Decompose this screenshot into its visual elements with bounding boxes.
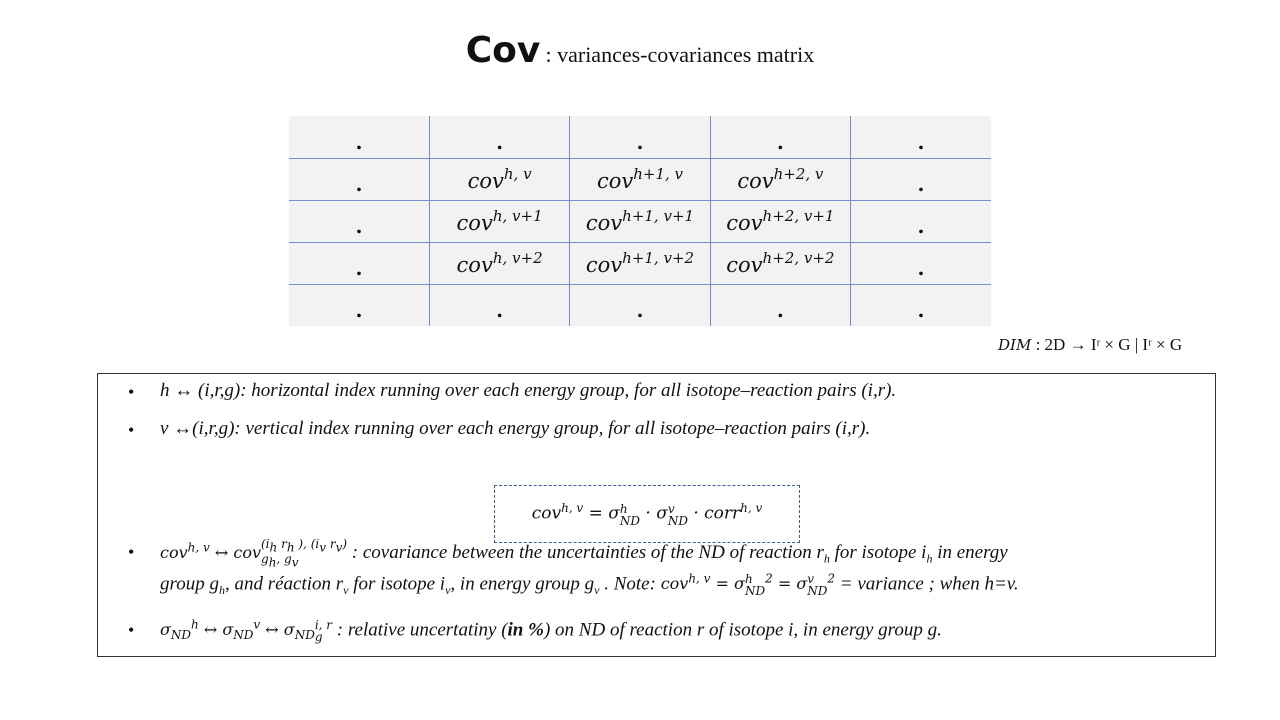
matrix-dot-cell: .: [851, 200, 991, 242]
matrix-cov-cell: cov$^{h+1, v}$: [570, 158, 710, 200]
in-percent: in %: [507, 619, 544, 641]
matrix-dot-cell: .: [289, 116, 429, 158]
bullet: •: [128, 382, 135, 402]
matrix-dot-cell: .: [710, 284, 850, 326]
matrix-dot-cell: .: [710, 116, 850, 158]
legend-sigma-definition: $\sigma_{ND}^h$ ↔ $\sigma_{ND}^v$ ↔ $\sigma_{ND}i$, r g : relative uncertatiny (in %) on ND of reaction r of isotope i, in energy group g.: [160, 617, 942, 644]
matrix-dot-cell: .: [570, 284, 710, 326]
matrix-dot-cell: .: [289, 284, 429, 326]
legend-h-definition: h ↔ (i,r,g): horizontal index running over each energy group, for all isotope–reaction pairs (i,r).: [160, 380, 897, 401]
page-title: [0, 30, 1280, 71]
matrix-row: [289, 200, 991, 242]
matrix-row: [289, 158, 991, 200]
matrix-cov-cell: cov$^{h+2, v+1}$: [710, 200, 850, 242]
matrix-cov-cell: cov$^{h, v+2}$: [429, 242, 569, 284]
matrix-dot-cell: .: [289, 158, 429, 200]
matrix-cov-cell: cov$^{h, v}$: [429, 158, 569, 200]
legend-cov-definition-line2: group $g_h$, and réaction $r_v$ for isotope $i_v$, in energy group $g_v$ . Note: cov$^{h, v}$ = σh $ND^2 = \sigma v$ $ND^2$ = variance ; when h=v.: [160, 571, 1019, 598]
title-subtitle: : variances-covariances matrix: [545, 42, 815, 67]
matrix-cov-cell: cov$^{h+2, v+2}$: [710, 242, 850, 284]
matrix-dot-cell: .: [289, 242, 429, 284]
dimension-label: [998, 335, 1182, 355]
legend-v-definition: v ↔(i,r,g): vertical index running over each energy group, for all isotope–reaction pairs (i,r).: [160, 418, 871, 439]
matrix-dot-cell: .: [570, 116, 710, 158]
bullet: •: [128, 420, 135, 440]
bullet: •: [128, 620, 135, 640]
matrix-cov-cell: cov$^{h+2, v}$: [710, 158, 850, 200]
legend-cov-definition: cov$^{h, v}$ ↔ $cov(i_h$ $r_h$ ), ($i_v$ $r_v$) $g_h$, $g_v$ : covariance between the uncertainties of the ND of reaction $r_h$ for isotope $i_h$ in energy: [160, 537, 1008, 570]
legend-box: [97, 373, 1216, 657]
matrix-dot-cell: .: [851, 242, 991, 284]
matrix-dot-cell: .: [851, 284, 991, 326]
matrix-cov-cell: cov$^{h+1, v+1}$: [570, 200, 710, 242]
matrix-cov-cell: cov$^{h+1, v+2}$: [570, 242, 710, 284]
title-main: Cov: [465, 30, 541, 71]
matrix-cov-cell: cov$^{h, v+1}$: [429, 200, 569, 242]
matrix-row: [289, 284, 991, 326]
matrix-dot-cell: .: [851, 158, 991, 200]
matrix-dot-cell: .: [289, 200, 429, 242]
matrix-row: [289, 116, 991, 158]
covariance-matrix: [289, 116, 991, 326]
matrix-row: [289, 242, 991, 284]
dim-value: : 2D → Iʳ × G | Iʳ × G: [1035, 335, 1183, 354]
matrix-dot-cell: .: [851, 116, 991, 158]
dim-symbol: DIM: [998, 336, 1032, 354]
matrix-dot-cell: .: [429, 116, 569, 158]
bullet: •: [128, 542, 135, 562]
matrix-dot-cell: .: [429, 284, 569, 326]
covariance-formula: cov$^{h, v}$ = σh ND · σv ND · corr$^{h, v}$: [494, 485, 800, 543]
